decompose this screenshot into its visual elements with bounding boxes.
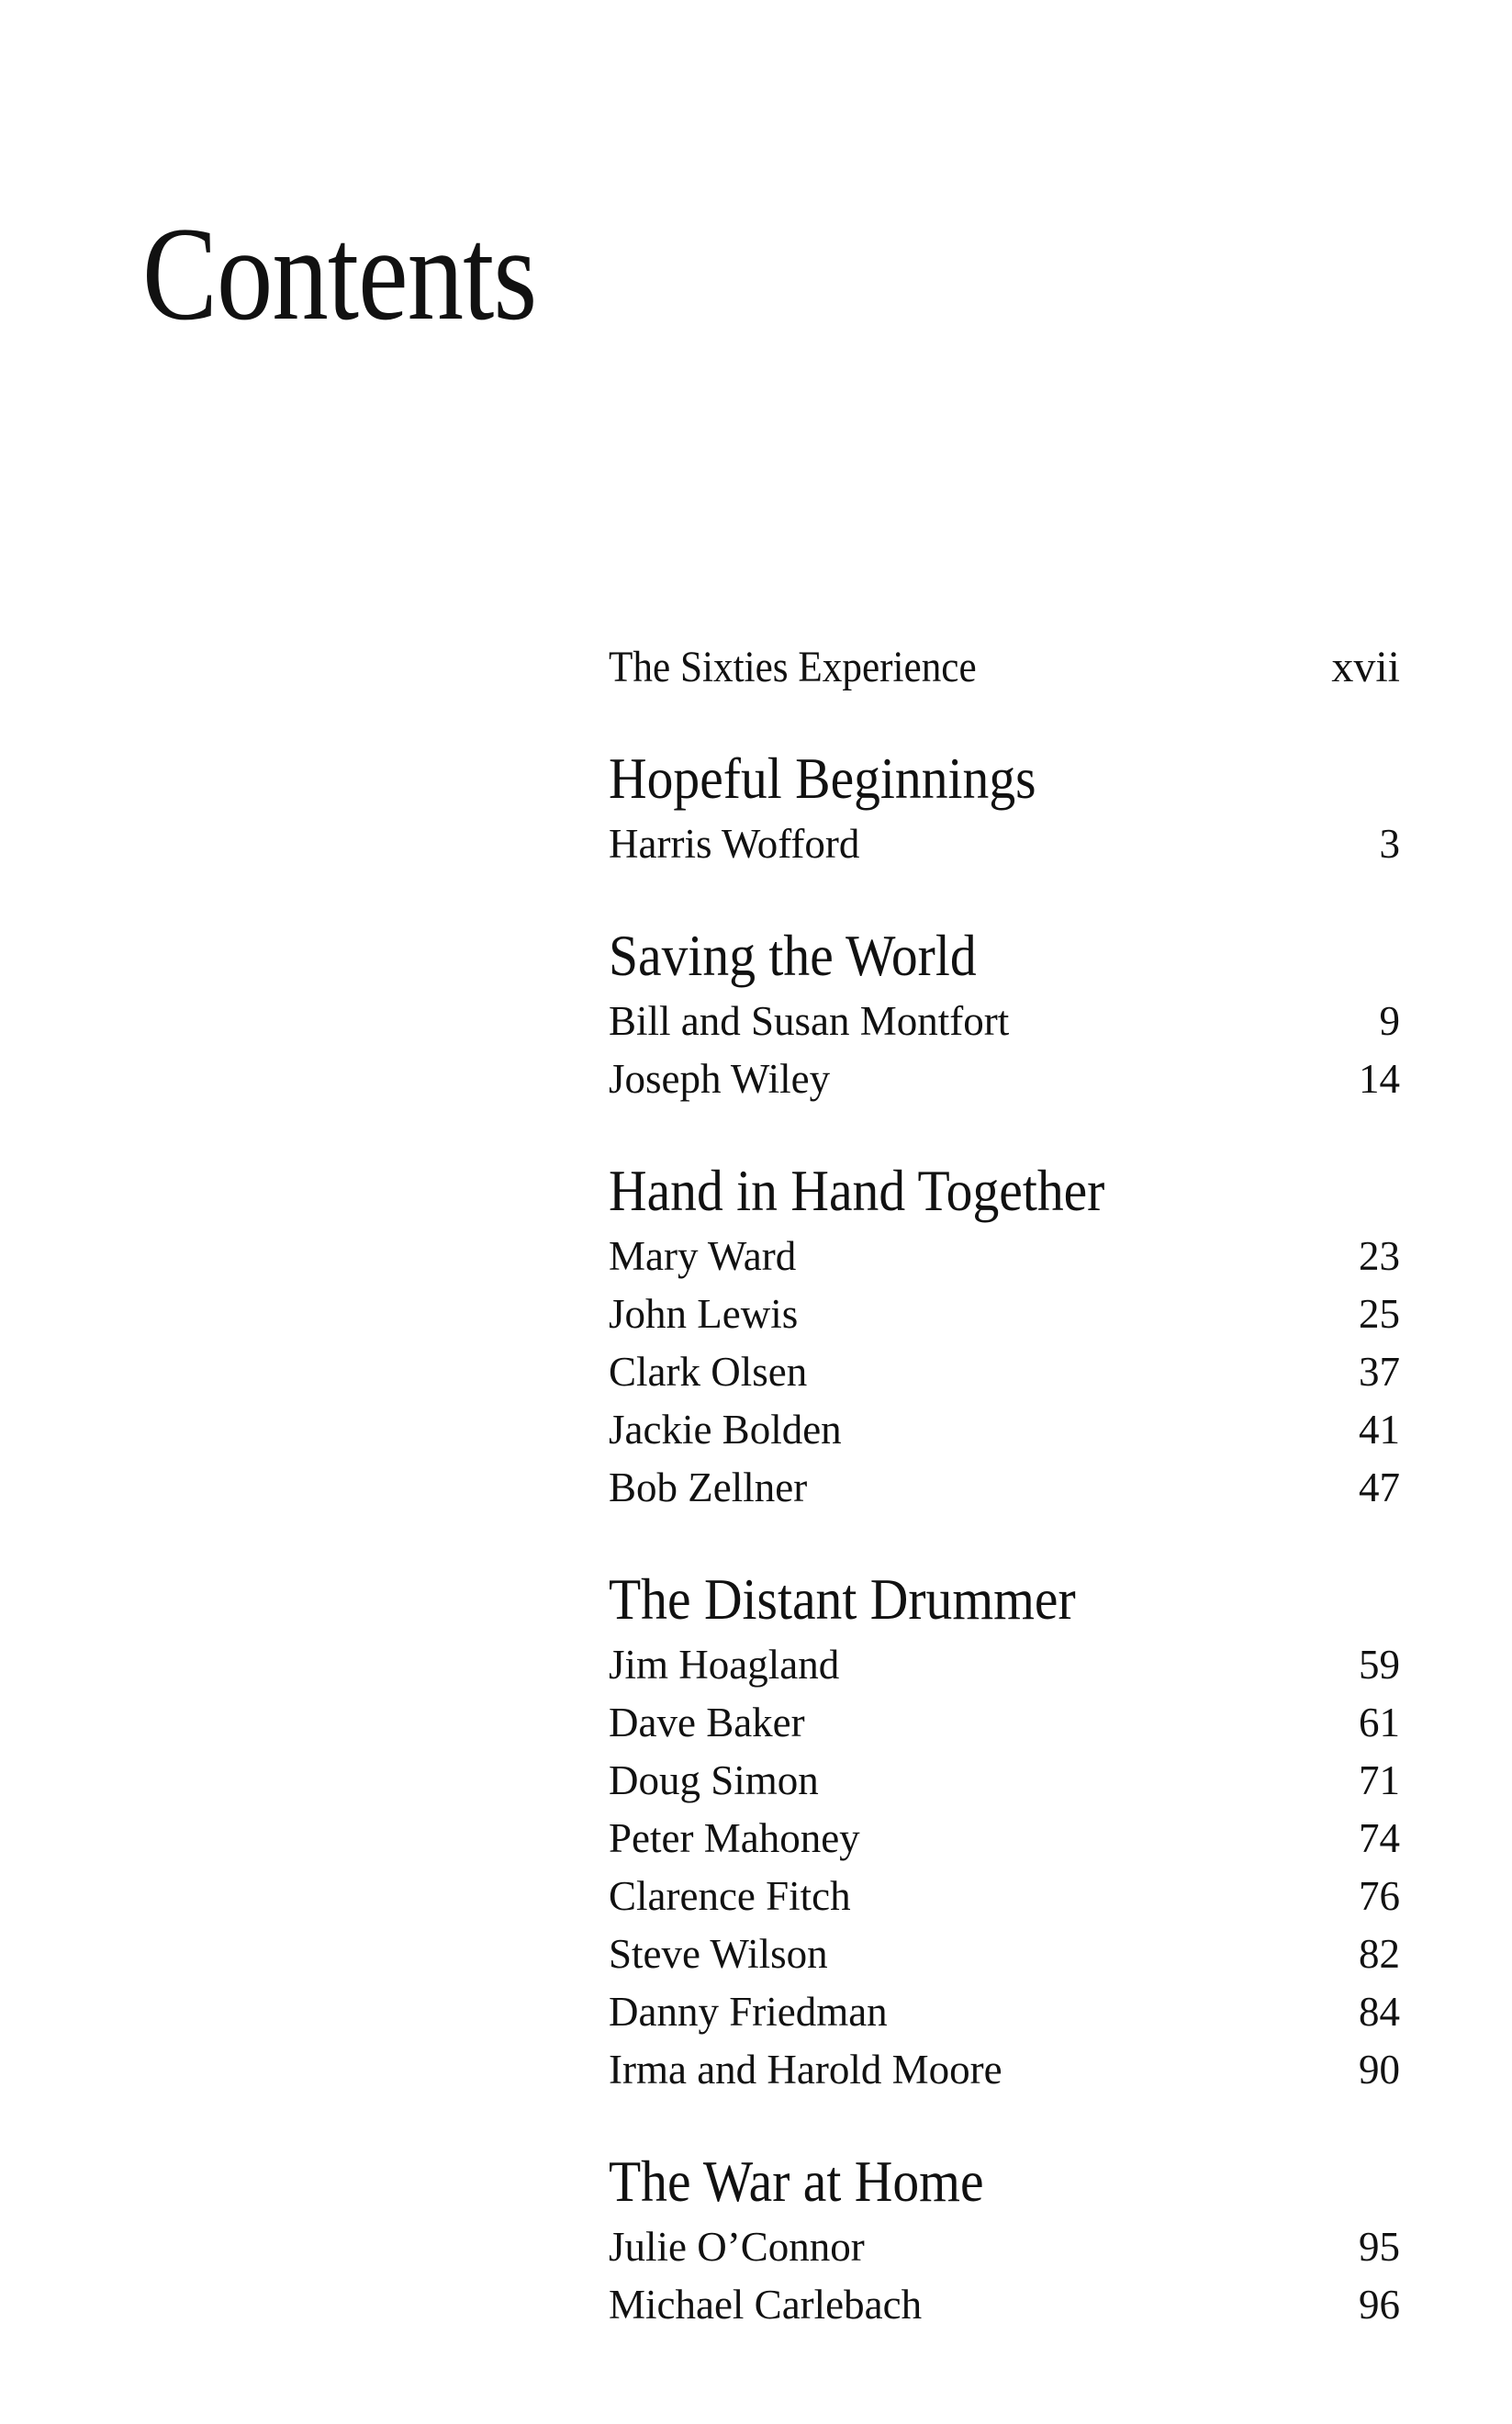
- entry-page-number: 3: [1379, 821, 1400, 867]
- entry-title: Clarence Fitch: [609, 1873, 851, 1919]
- toc-entry[interactable]: [609, 1228, 1400, 1285]
- toc-entry[interactable]: [609, 1752, 1400, 1810]
- entry-title: Michael Carlebach: [609, 2282, 923, 2328]
- section-heading: Hand in Hand Together: [609, 1158, 1105, 1223]
- toc-entry[interactable]: [609, 1459, 1400, 1517]
- toc-section-saving-the-world: [609, 919, 1400, 1108]
- toc-entry-introduction[interactable]: [609, 638, 1400, 696]
- entry-title: The Sixties Experience: [609, 643, 977, 691]
- entry-page-number: 84: [1359, 1989, 1400, 2035]
- toc-entry[interactable]: [609, 1868, 1400, 1925]
- toc-entry[interactable]: [609, 815, 1400, 873]
- entry-page-number: 82: [1359, 1931, 1400, 1977]
- table-of-contents: [609, 638, 1400, 2334]
- toc-entry[interactable]: [609, 1694, 1400, 1752]
- entry-page-number: 74: [1359, 1815, 1400, 1861]
- entry-page-number: 23: [1359, 1233, 1400, 1279]
- entry-page-number: 37: [1359, 1349, 1400, 1395]
- entry-title: Bob Zellner: [609, 1464, 808, 1510]
- entry-title: Bill and Susan Montfort: [609, 998, 1010, 1044]
- entry-title: John Lewis: [609, 1291, 799, 1337]
- section-heading: Hopeful Beginnings: [609, 746, 1036, 811]
- page-title: Contents: [142, 199, 537, 348]
- entry-title: Dave Baker: [609, 1700, 805, 1745]
- entry-title: Mary Ward: [609, 1233, 797, 1279]
- toc-entry[interactable]: [609, 1050, 1400, 1108]
- entry-page-number: 9: [1379, 998, 1400, 1044]
- entry-page-number: 41: [1359, 1407, 1400, 1453]
- entry-page-number: 76: [1359, 1873, 1400, 1919]
- entry-title: Joseph Wiley: [609, 1056, 831, 1102]
- entry-title: Peter Mahoney: [609, 1815, 860, 1861]
- entry-title: Jackie Bolden: [609, 1407, 842, 1453]
- toc-entry[interactable]: [609, 2218, 1400, 2276]
- entry-page-number: 59: [1359, 1642, 1400, 1688]
- entry-page-number: 25: [1359, 1291, 1400, 1337]
- entry-page-number: 71: [1359, 1757, 1400, 1803]
- toc-entry[interactable]: [609, 1285, 1400, 1343]
- toc-entry[interactable]: [609, 1810, 1400, 1868]
- entry-page-number: 47: [1359, 1464, 1400, 1510]
- entry-title: Danny Friedman: [609, 1989, 888, 2035]
- entry-title: Clark Olsen: [609, 1349, 808, 1395]
- entry-page-number: 90: [1359, 2047, 1400, 2093]
- section-heading: Saving the World: [609, 923, 977, 988]
- toc-entry[interactable]: [609, 1401, 1400, 1459]
- entry-title: Julie O’Connor: [609, 2224, 865, 2270]
- section-heading: The Distant Drummer: [609, 1566, 1076, 1632]
- toc-section-hopeful-beginnings: [609, 742, 1400, 873]
- toc-entry[interactable]: [609, 2276, 1400, 2334]
- entry-page-number: 96: [1359, 2282, 1400, 2328]
- entry-page-number: xvii: [1331, 643, 1400, 691]
- entry-title: Steve Wilson: [609, 1931, 828, 1977]
- entry-page-number: 14: [1359, 1056, 1400, 1102]
- toc-entry[interactable]: [609, 1983, 1400, 2041]
- toc-entry[interactable]: [609, 1636, 1400, 1694]
- entry-title: Irma and Harold Moore: [609, 2047, 1002, 2093]
- toc-section-the-distant-drummer: [609, 1563, 1400, 2099]
- toc-entry[interactable]: [609, 2041, 1400, 2099]
- toc-section-the-war-at-home: [609, 2145, 1400, 2334]
- section-heading: The War at Home: [609, 2149, 984, 2214]
- entry-page-number: 95: [1359, 2224, 1400, 2270]
- entry-title: Jim Hoagland: [609, 1642, 840, 1688]
- entry-title: Doug Simon: [609, 1757, 819, 1803]
- toc-entry[interactable]: [609, 1925, 1400, 1983]
- entry-title: Harris Wofford: [609, 821, 860, 867]
- toc-entry[interactable]: [609, 1343, 1400, 1401]
- entry-page-number: 61: [1359, 1700, 1400, 1745]
- toc-section-hand-in-hand-together: [609, 1154, 1400, 1517]
- toc-entry[interactable]: [609, 993, 1400, 1050]
